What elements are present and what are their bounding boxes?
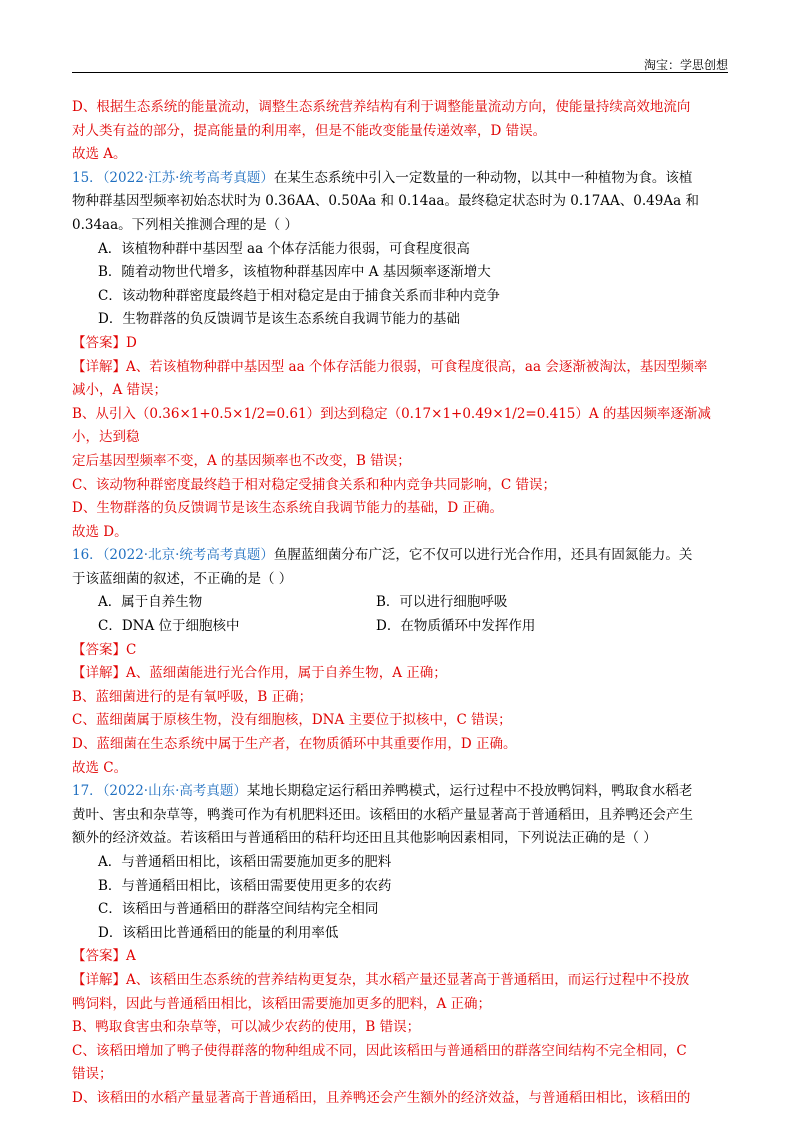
option-b: B．随着动物世代增多，该植物种群基因库中 A 基因频率逐渐增大 — [98, 264, 491, 281]
question-text: 0.34aa。下列相关推测合理的是（ ） — [72, 216, 298, 233]
option-a: A．该植物种群中基因型 aa 个体存活能力很弱，可食程度很高 — [98, 240, 470, 257]
options-row — [72, 591, 732, 615]
explanation-line — [72, 356, 732, 380]
question-15-stem — [72, 167, 732, 191]
question-text: 额外的经济效益。若该稻田与普通稻田的秸秆均还田且其他影响因素相同，下列说法正确的是（ ） — [72, 830, 657, 847]
answer-tag: 【答案】 — [72, 641, 126, 658]
answer-tag: 【答案】 — [72, 948, 126, 965]
explanation-line: 错误； — [72, 1066, 113, 1083]
conclusion-line: 故选 C。 — [72, 759, 128, 776]
answer-line — [72, 639, 732, 663]
answer-line — [72, 945, 732, 969]
header-rule — [72, 72, 728, 73]
explanation-line: 对人类有益的部分，提高能量的利用率，但是不能改变能量传递效率，D 错误。 — [72, 122, 547, 139]
page-content — [72, 96, 732, 1111]
detail-tag: 【详解】 — [72, 971, 126, 988]
option-d: D．生物群落的负反馈调节是该生态系统自我调节能力的基础 — [98, 311, 460, 328]
explanation-line: 定后基因型频率不变，A 的基因频率也不改变，B 错误； — [72, 452, 411, 469]
option-a: A．属于自养生物 — [98, 594, 203, 611]
option-c: C．DNA 位于细胞核中 — [98, 618, 240, 635]
explanation-line — [72, 969, 732, 993]
explanation-line: D、根据生态系统的能量流动，调整生态系统营养结构有利于调整能量流动方向，使能量持续高效地流向 — [72, 99, 691, 115]
question-number: 15． — [72, 169, 103, 186]
question-16-stem — [72, 544, 732, 568]
question-17-stem — [72, 780, 732, 804]
question-text: 鱼腥蓝细菌分布广泛，它不仅可以进行光合作用，还具有固氮能力。关 — [273, 547, 693, 564]
explanation-line — [72, 662, 732, 686]
page-header: 淘宝：学思创想 — [643, 58, 728, 72]
question-text: 某地长期稳定运行稻田养鸭模式，运行过程中不投放鸭饲料，鸭取食水稻老 — [246, 783, 693, 800]
explanation-text: A、若该植物种群中基因型 aa 个体存活能力很弱，可食程度很高，aa 会逐渐被淘汰，基因型频率 — [126, 358, 708, 375]
question-source: （2022·北京·统考高考真题） — [102, 547, 274, 564]
options-row — [72, 615, 732, 639]
answer-value: D — [126, 334, 137, 351]
explanation-line: B、蓝细菌进行的是有氧呼吸，B 正确； — [72, 688, 313, 705]
explanation-line: 鸭饲料，因此与普通稻田相比，该稻田需要施加更多的肥料，A 正确； — [72, 995, 492, 1012]
option-c: C．该动物种群密度最终趋于相对稳定是由于捕食关系而非种内竞争 — [98, 287, 500, 304]
question-number: 17． — [72, 783, 103, 800]
explanation-line: D、蓝细菌在生态系统中属于生产者，在物质循环中其重要作用，D 正确。 — [72, 736, 517, 753]
explanation-line: B、鸭取食害虫和杂草等，可以减少农药的使用，B 错误； — [72, 1019, 421, 1036]
question-text: 于该蓝细菌的叙述，不正确的是（ ） — [72, 570, 293, 587]
explanation-line: B、从引入（0.36×1+0.5×1/2=0.61）到达到稳定（0.17×1+0.49×1/2=0.415）A 的基因频率逐渐减小，达到稳 — [72, 405, 711, 446]
explanation-line: C、该动物种群密度最终趋于相对稳定受捕食关系和种内竞争共同影响，C 错误； — [72, 476, 556, 493]
answer-line — [72, 332, 732, 356]
explanation-line: D、该稻田的水稻产量显著高于普通稻田，且养鸭还会产生额外的经济效益，与普通稻田相比，该稻田的 — [72, 1089, 691, 1106]
option-a: A．与普通稻田相比，该稻田需要施加更多的肥料 — [98, 854, 392, 870]
option-b: B．与普通稻田相比，该稻田需要使用更多的农药 — [98, 877, 392, 894]
question-text: 黄叶、害虫和杂草等，鸭粪可作为有机肥料还田。该稻田的水稻产量显著高于普通稻田，且养鸭还会产生 — [72, 806, 693, 823]
explanation-text: A、蓝细菌能进行光合作用，属于自养生物，A 正确； — [126, 665, 447, 682]
explanation-line: D、生物群落的负反馈调节是该生态系统自我调节能力的基础，D 正确。 — [72, 500, 503, 517]
question-number: 16． — [72, 547, 103, 564]
explanation-line: 减小，A 错误； — [72, 382, 168, 399]
question-source: （2022·山东·高考真题） — [102, 783, 247, 800]
answer-value: A — [126, 948, 136, 965]
question-text: 在某生态系统中引入一定数量的一种动物，以其中一种植物为食。该植 — [273, 169, 693, 186]
answer-tag: 【答案】 — [72, 334, 126, 351]
conclusion-line: 故选 D。 — [72, 523, 128, 540]
option-d: D．在物质循环中发挥作用 — [376, 618, 536, 635]
explanation-line: C、该稻田增加了鸭子使得群落的物种组成不同，因此该稻田与普通稻田的群落空间结构不完全相同，C — [72, 1042, 687, 1059]
option-d: D．该稻田比普通稻田的能量的利用率低 — [98, 924, 339, 941]
explanation-text: A、该稻田生态系统的营养结构更复杂，其水稻产量还显著高于普通稻田，而运行过程中不投放 — [126, 971, 690, 988]
question-text: 物种群基因型频率初始态状时为 0.36AA、0.50Aa 和 0.14aa。最终稳定状态时为 0.17AA、0.49Aa 和 — [72, 193, 699, 210]
detail-tag: 【详解】 — [72, 358, 126, 375]
detail-tag: 【详解】 — [72, 665, 126, 682]
explanation-line: C、蓝细菌属于原核生物，没有细胞核，DNA 主要位于拟核中，C 错误； — [72, 712, 512, 729]
answer-value: C — [126, 641, 137, 658]
question-source: （2022·江苏·统考高考真题） — [102, 169, 274, 186]
conclusion-line: 故选 A。 — [72, 146, 127, 163]
option-b: B．可以进行细胞呼吸 — [376, 594, 508, 611]
option-c: C．该稻田与普通稻田的群落空间结构完全相同 — [98, 901, 379, 918]
